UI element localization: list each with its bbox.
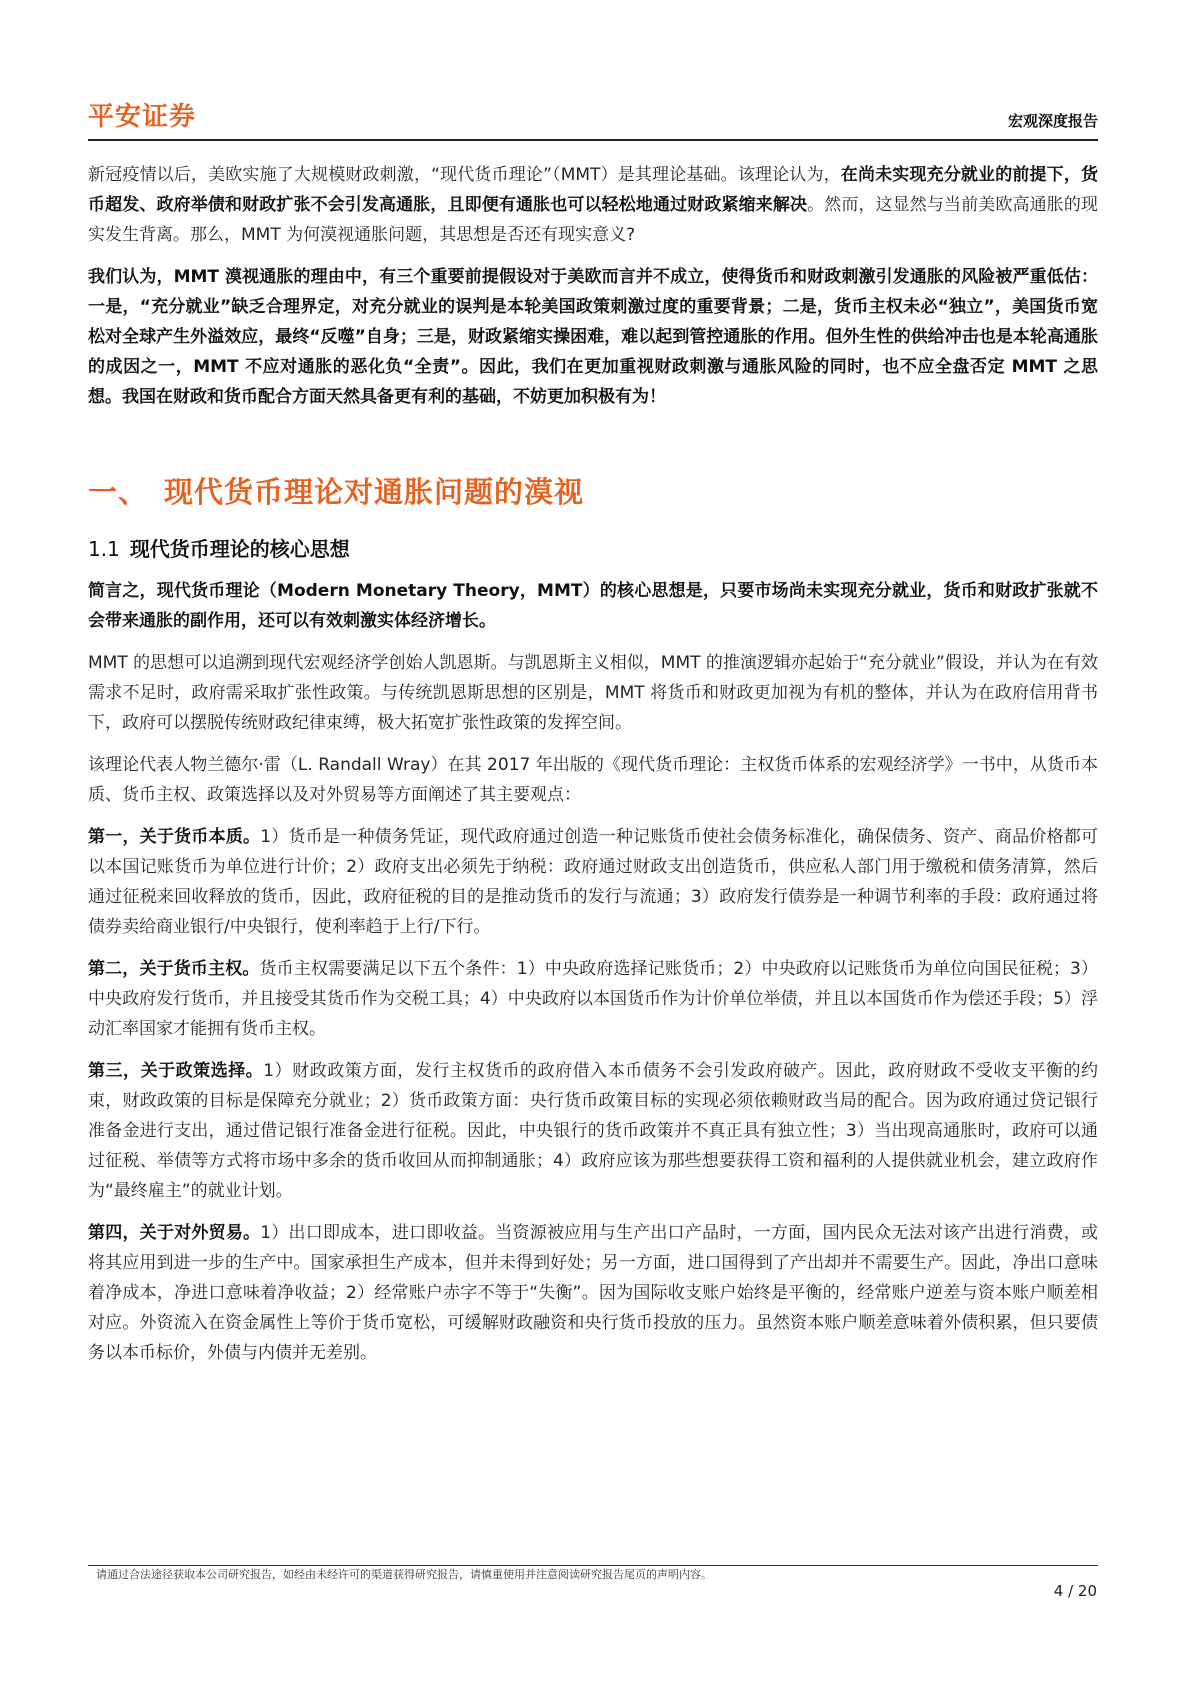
section-heading xyxy=(88,472,1098,512)
intro-bold-claim: 在尚未实现充分就业的前提下，货币超发、政府举债和财政扩张不会引发高通胀，且即便有通胀也可以轻松地通过财政紧缩来解决 xyxy=(88,165,1098,215)
origin-paragraph: MMT 的思想可以追溯到现代宏观经济学创始人凯恩斯。与凯恩斯主义相似，MMT 的推演逻辑亦起始于“充分就业”假设，并认为在有效需求不足时，政府需采取扩张性政策。与传统凯恩斯思想的区别是，MMT 将货币和财政更加视为有机的整体，并认为在政府信用背书下，政府可以摆脱传统财政纪律束缚，极大拓宽扩张性政策的发挥空间。 xyxy=(88,653,1098,733)
summary-paragraph: 简言之，现代货币理论（Modern Monetary Theory，MMT）的核心思想是，只要市场尚未实现充分就业，货币和财政扩张就不会带来通胀的副作用，还可以有效刺激实体经济增长。 xyxy=(88,581,1098,631)
header-divider xyxy=(88,139,1098,141)
footer-disclaimer: 请通过合法途径获取本公司研究报告，如经由未经许可的渠道获得研究报告，请慎重使用并注意阅读研究报告尾页的声明内容。 xyxy=(96,1568,712,1581)
page-number: 4 / 20 xyxy=(1053,1582,1097,1600)
point-policy-choice: 第三，关于政策选择。1）财政政策方面，发行主权货币的政府借入本币债务不会引发政府破产。因此，政府财政不受收支平衡的约束，财政政策的目标是保障充分就业；2）货币政策方面：央行货币政策目标的实现必须依赖财政当局的配合。因为政府通过贷记银行准备金进行支出，通过借记银行准备金进行征税。因此，中央银行的货币政策并不真正具有独立性；3）当出现高通胀时，政府可以通过征税、举债等方式将市场中多余的货币收回从而抑制通胀；4）政府应该为那些想要获得工资和福利的人提供就业机会，建立政府作为“最终雇主”的就业计划。 xyxy=(88,1061,1098,1201)
report-type-label: 宏观深度报告 xyxy=(1007,112,1098,130)
subsection-number: 1.1 xyxy=(88,537,120,561)
subsection-heading xyxy=(88,534,1098,564)
page-header xyxy=(88,96,1098,136)
point-monetary-sovereignty: 第二，关于货币主权。货币主权需要满足以下五个条件：1）中央政府选择记账货币；2）中央政府以记账货币为单位向国民征税；3）中央政府发行货币，并且接受其货币作为交税工具；4）中央政府以本国货币作为计价单位举债，并且以本国货币作为偿还手段；5）浮动汇率国家才能拥有货币主权。 xyxy=(88,959,1098,1039)
key-points-paragraph: 我们认为，MMT 漠视通胀的理由中，有三个重要前提假设对于美欧而言并不成立，使得货币和财政刺激引发通胀的风险被严重低估：一是，“充分就业”缺乏合理界定，对充分就业的误判是本轮美国政策刺激过度的重要背景；二是，货币主权未必“独立”，美国货币宽松对全球产生外溢效应，最终“反噬”自身；三是，财政紧缩实操困难，难以起到管控通胀的作用。但外生性的供给冲击也是本轮高通胀的成因之一，MMT 不应对通胀的恶化负“全责”。因此，我们在更加重视财政刺激与通胀风险的同时，也不应全盘否定 MMT 之思想。我国在财政和货币配合方面天然具备更有利的基础，不妨更加积极有为！ xyxy=(88,267,1098,407)
main-content xyxy=(88,160,1098,1380)
point-money-nature: 第一，关于货币本质。1）货币是一种债务凭证，现代政府通过创造一种记账货币使社会债务标准化，确保债务、资产、商品价格都可以本国记账货币为单位进行计价；2）政府支出必须先于纳税：政府通过财政支出创造货币，供应私人部门用于缴税和债务清算，然后通过征税来回收释放的货币，因此，政府征税的目的是推动货币的发行与流通；3）政府发行债券是一种调节利率的手段：政府通过将债券卖给商业银行/中央银行，使利率趋于上行/下行。 xyxy=(88,827,1098,937)
section-number: 一、 xyxy=(88,475,149,509)
subsection-title: 现代货币理论的核心思想 xyxy=(129,537,350,561)
point-foreign-trade: 第四，关于对外贸易。1）出口即成本，进口即收益。当资源被应用与生产出口产品时，一方面，国内民众无法对该产出进行消费，或将其应用到进一步的生产中。国家承担生产成本，但并未得到好处；另一方面，进口国得到了产出却并不需要生产。因此，净出口意味着净成本，净进口意味着净收益；2）经常账户赤字不等于“失衡”。因为国际收支账户始终是平衡的，经常账户逆差与资本账户顺差相对应。外资流入在资金属性上等价于货币宽松，可缓解财政融资和央行货币投放的压力。虽然资本账户顺差意味着外债积累，但只要债务以本币标价，外债与内债并无差别。 xyxy=(88,1223,1098,1363)
company-logo: 平安证券 xyxy=(88,102,197,132)
wray-paragraph: 该理论代表人物兰德尔·雷（L. Randall Wray）在其 2017 年出版的《现代货币理论：主权货币体系的宏观经济学》一书中，从货币本质、货币主权、政策选择以及对外贸易等方面阐述了其主要观点： xyxy=(88,755,1098,805)
intro-paragraph: 新冠疫情以后，美欧实施了大规模财政刺激，“现代货币理论”（MMT）是其理论基础。该理论认为，在尚未实现充分就业的前提下，货币超发、政府举债和财政扩张不会引发高通胀，且即便有通胀也可以轻松地通过财政紧缩来解决。然而，这显然与当前美欧高通胀的现实发生背离。那么，MMT 为何漠视通胀问题，其思想是否还有现实意义? xyxy=(88,165,1099,245)
section-title: 现代货币理论对通胀问题的漠视 xyxy=(164,475,585,509)
